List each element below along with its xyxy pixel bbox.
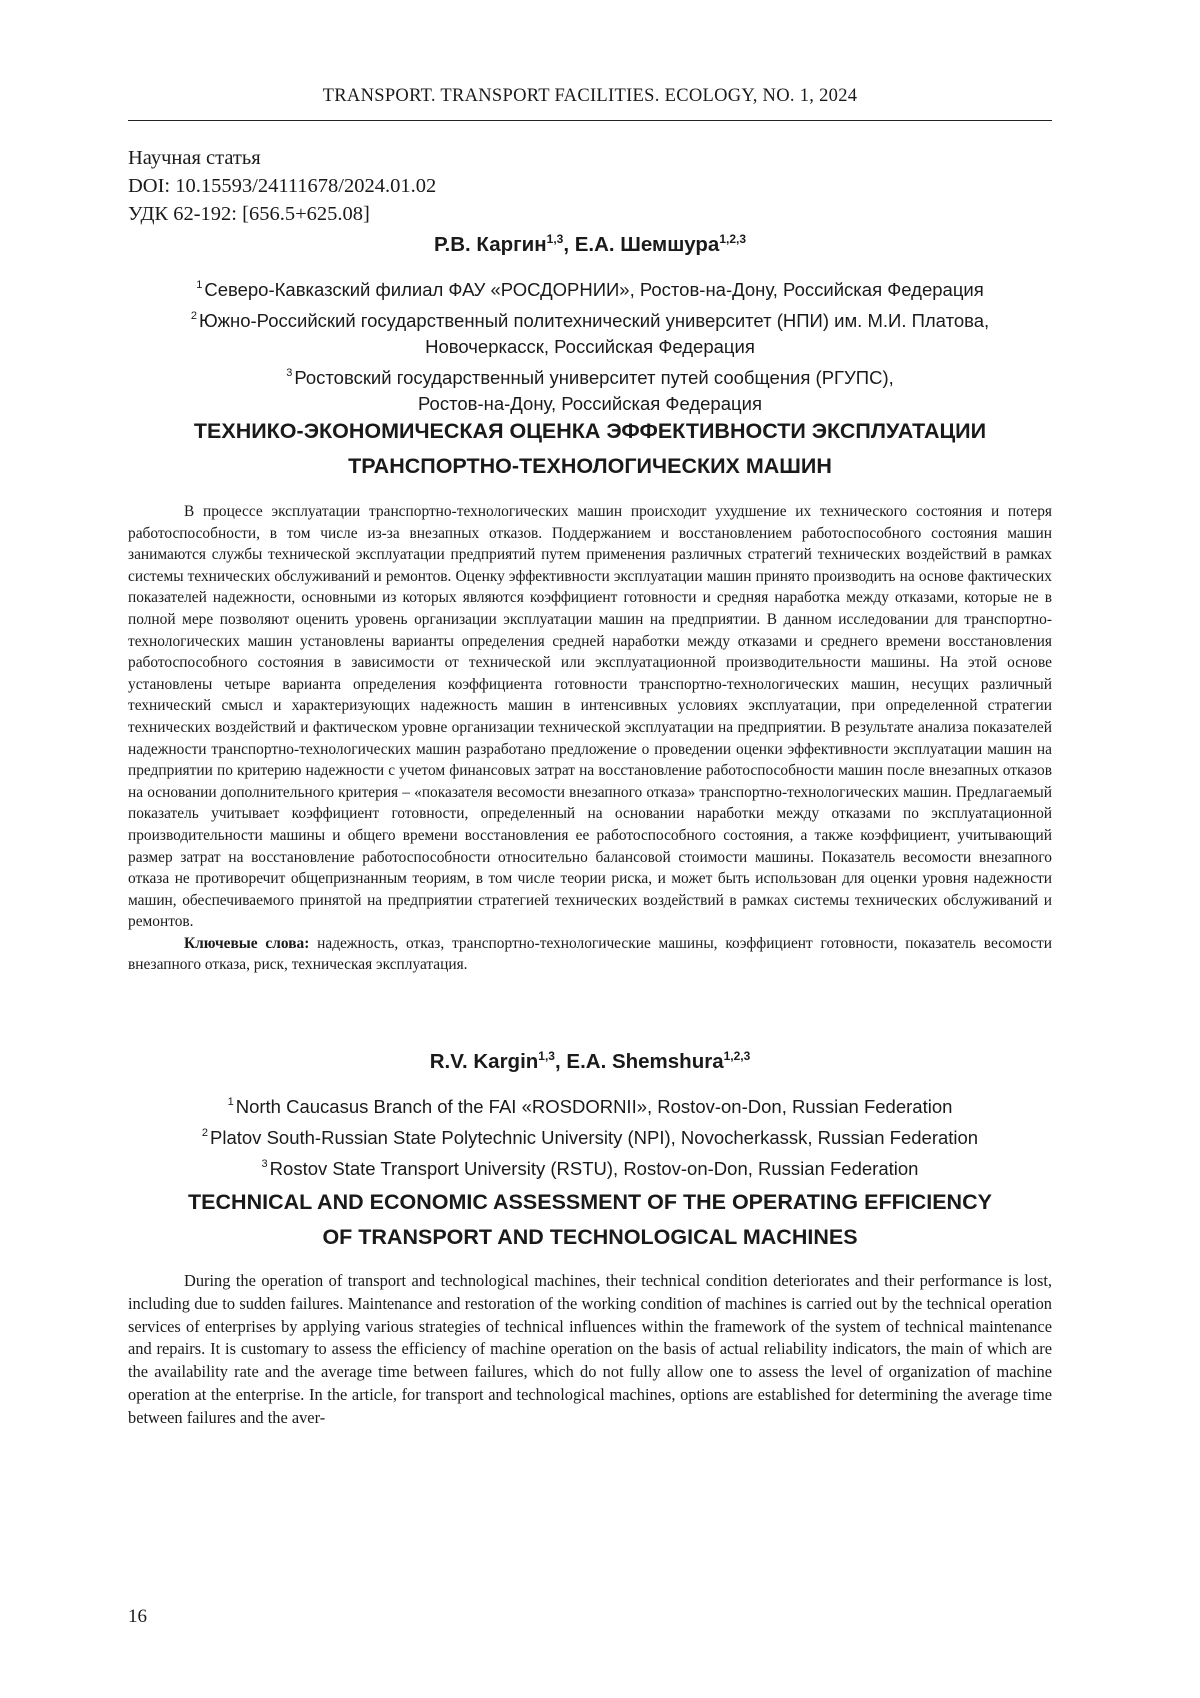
- page-number: 16: [128, 1606, 147, 1628]
- title-en-line-1: TECHNICAL AND ECONOMIC ASSESSMENT OF THE OPERATING EFFICIENCY: [128, 1185, 1052, 1220]
- affiliation-3-num: 3: [286, 367, 292, 379]
- affiliation-en-2-num: 2: [202, 1127, 208, 1139]
- abstract-ru-text: В процессе эксплуатации транспортно-технологических машин происходит ухудшение их технического со­стояния и потеря работоспособности, в том числе из-за внезапных отказов. Поддержанием и восстановлением рабо­тоспособного состояния машин занимаются службы технической эксплуатации предприятий путем применения раз­личных стратегий технических воздействий в рамках системы технических обслуживаний и ремонтов. Оценку эф­фективности эксплуатации машин принято производить на основе фактических показателей надежности, основными из которых являются коэффициент готовности и средняя наработка между отказами, которые не в полной мере по­зволяют оценить уровень организации эксплуатации машин на предприятии. В данном исследовании для транспорт­но-технологических машин установлены варианты определения средней наработки между отказами и среднего времени восстановления работоспособного состояния в зависимости от технической или эксплуатационной произ­водительности машины. На этой основе установлены четыре варианта определения коэффициента готовности транс­портно-технологических машин, несущих различный технический смысл и характеризующих надежность машин в интенсивных условиях эксплуатации, при определенной стратегии технических воздействий и фактическом уровне организации технической эксплуатации на предприятии. В результате анализа показателей надежности транспортно-технологических машин разработано предложение о проведении оценки эффективности эксплуатации машин на предприятии по критерию надежности с учетом финансовых затрат на восстановление работоспособности машин после внезапных отказов на основании дополнительного критерия – «показателя весомости внезапного отказа» транспортно-технологических машин. Предлагаемый показатель учитывает коэффициент готовности, определенный на основании наработки между отказами по эксплуатационной производительности машины и общего времени вос­становления ее работоспособного состояния, а также коэффициент, учитывающий размер затрат на восстановление работоспособности относительно балансовой стоимости машины. Показатель весомости внезапного отказа не про­тиворечит общепризнанным теориям, в том числе теории риска, и может быть использован для оценки уровня на­дежности машин, обеспечиваемого принятой на предприятии стратегией технических воздействий в рамках системы технических обслуживаний и ремонтов.: [128, 501, 1052, 933]
- author-1-affil-en: 1,3: [538, 1049, 555, 1063]
- authors-en: [128, 1049, 1052, 1074]
- abstract-en: [128, 1270, 1052, 1430]
- author-1-name: Р.В. Каргин: [434, 233, 547, 256]
- affiliation-en-1: [128, 1089, 1052, 1120]
- author-separator-en: ,: [555, 1050, 566, 1073]
- keywords-ru: [128, 933, 1052, 976]
- affiliation-2-city: Новочеркасск, Российская Федерация: [128, 334, 1052, 360]
- doi: DOI: 10.15593/24111678/2024.01.02: [128, 172, 436, 200]
- affiliation-2-num: 2: [191, 310, 197, 322]
- article-type: Научная статья: [128, 144, 436, 172]
- keywords-label: Ключевые слова:: [184, 935, 309, 952]
- journal-page: [0, 0, 1200, 1698]
- author-2-name-en: E.A. Shemshura: [566, 1050, 723, 1073]
- affiliation-3-city: Ростов-на-Дону, Российская Федерация: [128, 391, 1052, 417]
- affiliation-en-1-text: North Caucasus Branch of the FAI «ROSDORNII», Rostov-on-Don, Russian Federation: [236, 1096, 953, 1117]
- author-2-affil: 1,2,3: [719, 232, 746, 246]
- keywords-text: надежность, отказ, транспортно-технологические машины, коэффициент готовности, по­казатель весомости внезапного отказа, риск, техническая эксплуатация.: [128, 935, 1052, 974]
- author-1-name-en: R.V. Kargin: [430, 1050, 539, 1073]
- author-2-name: Е.А. Шемшура: [575, 233, 720, 256]
- affiliation-1-text: Северо-Кавказский филиал ФАУ «РОСДОРНИИ», Ростов-на-Дону, Российская Федерация: [204, 279, 983, 300]
- affiliation-1: [128, 272, 1052, 303]
- abstract-ru: [128, 501, 1052, 976]
- affiliation-en-1-num: 1: [228, 1096, 234, 1108]
- header-divider: [128, 120, 1052, 121]
- author-2-affil-en: 1,2,3: [724, 1049, 751, 1063]
- affiliations-en: [128, 1089, 1052, 1182]
- affiliation-en-2-text: Platov South-Russian State Polytechnic University (NPI), Novocherkassk, Russian Federation: [210, 1127, 978, 1148]
- author-1-affil: 1,3: [547, 232, 564, 246]
- affiliation-3-text: Ростовский государственный университет путей сообщения (РГУПС),: [294, 367, 893, 388]
- affiliation-en-3-text: Rostov State Transport University (RSTU), Rostov-on-Don, Russian Federation: [270, 1158, 919, 1179]
- affiliation-2-text: Южно-Российский государственный политехнический университет (НПИ) им. М.И. Платова,: [199, 310, 989, 331]
- authors-ru: [128, 232, 1052, 257]
- title-en-line-2: OF TRANSPORT AND TECHNOLOGICAL MACHINES: [128, 1220, 1052, 1255]
- affiliation-en-3: [128, 1151, 1052, 1182]
- running-header: TRANSPORT. TRANSPORT FACILITIES. ECOLOGY, NO. 1, 2024: [128, 86, 1052, 107]
- affiliations-ru: [128, 272, 1052, 417]
- affiliation-en-3-num: 3: [262, 1158, 268, 1170]
- article-meta: [128, 144, 436, 228]
- affiliation-1-num: 1: [196, 279, 202, 291]
- author-separator: ,: [563, 233, 574, 256]
- title-ru-line-1: ТЕХНИКО-ЭКОНОМИЧЕСКАЯ ОЦЕНКА ЭФФЕКТИВНОСТИ ЭКСПЛУАТАЦИИ: [128, 414, 1052, 449]
- affiliation-en-2: [128, 1120, 1052, 1151]
- title-en: [128, 1185, 1052, 1255]
- title-ru-line-2: ТРАНСПОРТНО-ТЕХНОЛОГИЧЕСКИХ МАШИН: [128, 449, 1052, 484]
- udc: УДК 62-192: [656.5+625.08]: [128, 200, 436, 228]
- affiliation-3: [128, 360, 1052, 391]
- abstract-en-text: During the operation of transport and technological machines, their technical condition deteriorates and their per­formance is lost, including due to sudden failures. Maintenance and restoration of the working condition of machines is car­ried out by the technical operation services of enterprises by applying various strategies of technical influences within the framework of the system of technical maintenance and repairs. It is customary to assess the efficiency of machine operation on the basis of actual reliability indicators, the main of which are the availability rate and the average time between failures, which do not fully allow one to assess the level of organization of machine operation at the enterprise. In the article, for transport and technological machines, options are established for determining the average time between failures and the aver-: [128, 1270, 1052, 1430]
- title-ru: [128, 414, 1052, 484]
- affiliation-2: [128, 303, 1052, 334]
